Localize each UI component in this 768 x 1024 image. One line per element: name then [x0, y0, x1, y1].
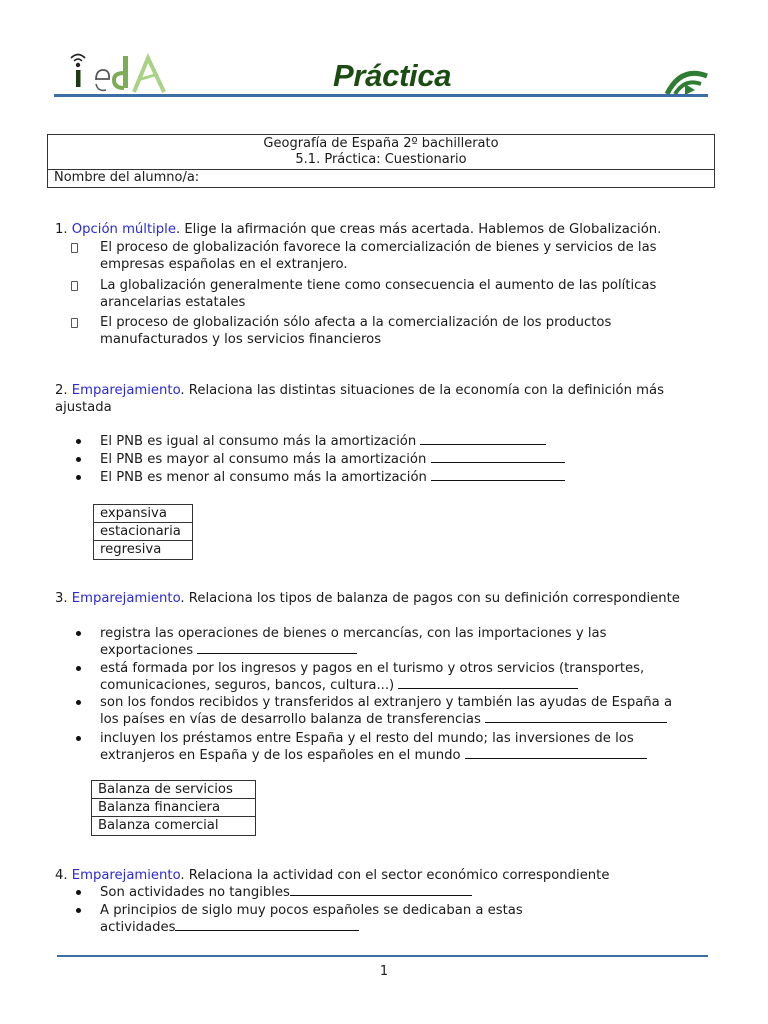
- answer-blank[interactable]: [398, 677, 578, 689]
- matching-item: son los fondos recibidos y transferidos al extranjero y también las ayudas de España a los países en vías de desarrollo balanza de transferencias: [0, 694, 768, 728]
- bullet-icon: [76, 475, 81, 480]
- footer-divider: [57, 955, 708, 957]
- question-3-heading: 3. Emparejamiento. Relaciona los tipos de balanza de pagos con su definición correspondiente: [55, 591, 680, 606]
- student-name-field[interactable]: [48, 170, 714, 187]
- bullet-icon: [76, 439, 81, 444]
- answer-option: Balanza financiera: [92, 799, 255, 817]
- matching-item: El PNB es mayor al consumo más la amortización: [0, 451, 768, 468]
- bullet-icon: [76, 457, 81, 462]
- bullet-icon: [76, 890, 81, 895]
- page-number: 1: [379, 964, 389, 979]
- bullet-icon: [76, 631, 81, 636]
- practice-title: 5.1. Práctica: Cuestionario: [295, 152, 467, 167]
- header-divider: [54, 94, 708, 97]
- question-type-label: Emparejamiento: [71, 591, 181, 606]
- matching-item: está formada por los ingresos y pagos en el turismo y otros servicios (transportes, comunicaciones, seguros, bancos, cultura...): [0, 660, 768, 694]
- question-4-heading: 4. Emparejamiento. Relaciona la actividad con el sector económico correspondiente: [55, 868, 610, 883]
- question-1-heading: 1. Opción múltiple. Elige la afirmación que creas más acertada. Hablemos de Globalización.: [55, 222, 662, 237]
- bullet-icon: [76, 700, 81, 705]
- bullet-icon: [76, 736, 81, 741]
- question-type-label: Emparejamiento: [71, 383, 181, 398]
- question-type-label: Emparejamiento: [71, 868, 181, 883]
- matching-item: incluyen los préstamos entre España y el resto del mundo; las inversiones de los extranjeros en España y de los españoles en el mundo: [0, 730, 768, 764]
- info-table: [47, 134, 715, 188]
- answer-options-table: [93, 504, 193, 560]
- junta-andalucia-logo-icon: [663, 62, 711, 96]
- answer-blank[interactable]: [197, 642, 357, 654]
- checkbox-icon[interactable]: [71, 281, 78, 291]
- answer-blank[interactable]: [465, 747, 647, 759]
- question-2-heading: 2. Emparejamiento. Relaciona las distintas situaciones de la economía con la definición más ajustada: [55, 383, 664, 415]
- question-type-label: Opción múltiple: [71, 222, 176, 237]
- answer-option: Balanza de servicios: [92, 781, 255, 799]
- answer-blank[interactable]: [175, 919, 359, 931]
- answer-option: expansiva: [94, 505, 192, 523]
- bullet-icon: [76, 908, 81, 913]
- matching-item: A principios de siglo muy pocos españoles se dedicaban a estas actividades: [0, 902, 768, 936]
- answer-option: Balanza comercial: [98, 818, 219, 833]
- choice-option-3[interactable]: El proceso de globalización sólo afecta a la comercialización de los productos manufacturados y los servicios financieros: [0, 314, 768, 354]
- info-table-title-cell: [48, 135, 714, 170]
- course-title: Geografía de España 2º bachillerato: [263, 136, 499, 151]
- matching-item: registra las operaciones de bienes o mercancías, con las importaciones y las exportaciones: [0, 625, 768, 659]
- answer-blank[interactable]: [431, 451, 565, 463]
- matching-item: Son actividades no tangibles: [0, 884, 768, 901]
- answer-option: estacionaria: [94, 523, 192, 541]
- student-name-label: Nombre del alumno/a:: [54, 170, 200, 185]
- ieda-logo-icon: [66, 46, 176, 96]
- checkbox-icon[interactable]: [71, 318, 78, 328]
- page-title: Práctica: [333, 58, 452, 93]
- choice-option-2[interactable]: La globalización generalmente tiene como consecuencia el aumento de las políticas arancelarias estatales: [0, 277, 768, 317]
- matching-item: El PNB es igual al consumo más la amortización: [0, 433, 768, 450]
- answer-blank[interactable]: [485, 711, 667, 723]
- matching-item: El PNB es menor al consumo más la amortización: [0, 469, 768, 486]
- answer-blank[interactable]: [420, 433, 546, 445]
- answer-option: regresiva: [100, 542, 162, 557]
- bullet-icon: [76, 666, 81, 671]
- answer-blank[interactable]: [431, 469, 565, 481]
- choice-option-1[interactable]: El proceso de globalización favorece la comercialización de bienes y servicios de las empresas españolas en el extranjero.: [0, 239, 768, 279]
- answer-blank[interactable]: [290, 884, 472, 896]
- answer-options-table: [91, 780, 256, 836]
- checkbox-icon[interactable]: [71, 243, 78, 253]
